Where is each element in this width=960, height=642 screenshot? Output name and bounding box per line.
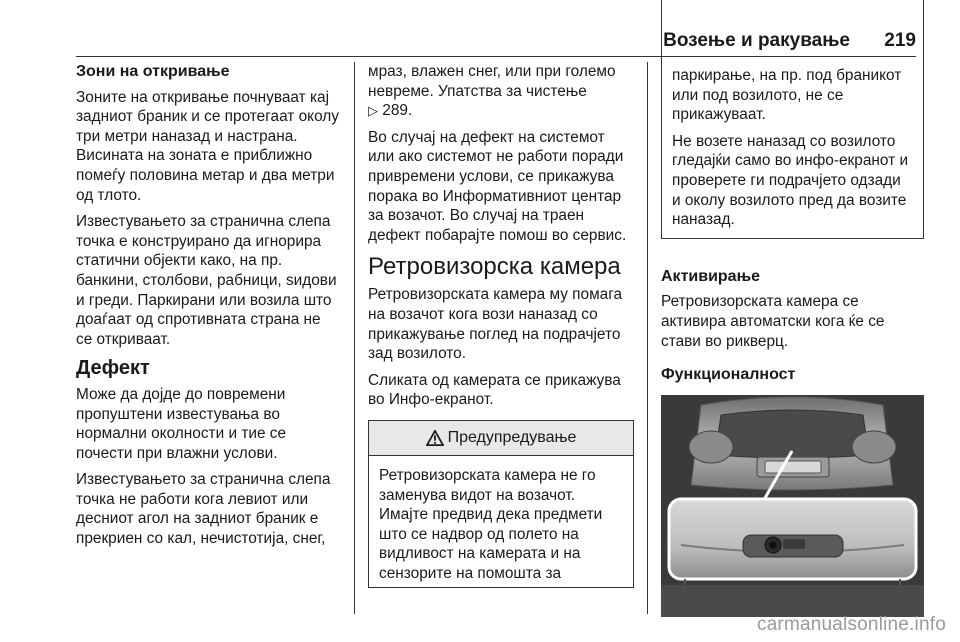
section-title: Возење и ракување <box>663 30 850 51</box>
warning-header <box>369 420 633 456</box>
column-divider-2 <box>647 62 648 614</box>
page-ref-arrow-icon: ▷ <box>368 103 378 119</box>
warning-text: Ретровизорската камера не го заменува видот на возачот. Имајте предвид дека предмети што се надвор од полето на видливост на камерата и на сензорите на помошта за <box>379 466 603 582</box>
column-divider-1 <box>354 62 355 614</box>
car-rear-illustration <box>661 395 924 617</box>
paragraph: Ретровизорската камера се активира автоматски кога ќе се стави во рикверц. <box>661 293 885 350</box>
page-ref[interactable]: 289. <box>382 102 413 120</box>
page-number: 219 <box>884 30 916 51</box>
paragraph: Ретровизорската камера му помага на возачот кога вози наназад со прикажување поглед на подрачјето зад возилото. <box>368 286 623 363</box>
heading-detection-zones: Зони на откривање <box>76 63 230 80</box>
heading-fault: Дефект <box>76 357 150 380</box>
watermark: carmanualsonline.info <box>756 614 946 635</box>
warning-box-continued <box>661 0 924 239</box>
paragraph-text: мраз, влажен снег, или при големо невреме. Упатства за чистење <box>368 63 616 100</box>
paragraph: Може да дојде до повремени пропуштени известувања во нормални околности и тие се почести при влажни услови. <box>76 385 287 462</box>
paragraph: Сликата од камерата се прикажува во Инфо-екранот. <box>368 371 621 409</box>
heading-function: Функционалност <box>661 366 796 384</box>
warning-title: Предупредување <box>447 429 577 447</box>
rear-camera-location-photo <box>661 395 924 617</box>
paragraph: паркирање, на пр. под браникот или под возилото, не се прикажуваат. <box>672 67 902 124</box>
column-3 <box>661 62 924 617</box>
warning-box <box>368 420 634 589</box>
paragraph: Во случај на дефект на системот или ако системот не работи поради привремени услови, се прикажува порака во Информативниот центар за возачот. Во случај на траен дефект побарајте помош во сервис. <box>368 128 627 244</box>
column-1 <box>76 62 340 556</box>
warning-triangle-icon <box>426 430 444 446</box>
paragraph: Известувањето за странична слепа точка е конструирано да игнорира статични објекти како, на пр. банкини, столбови, рабници, ѕидови и греди. Паркирани или возила што доаѓаат од спротивната страна не се откриваат. <box>76 213 337 348</box>
column-2 <box>368 62 634 588</box>
paragraph <box>368 62 634 121</box>
heading-rearview-camera: Ретровизорска камера <box>368 253 621 281</box>
heading-activation: Активирање <box>661 267 760 285</box>
paragraph: Не возете наназад со возилото гледајќи само во инфо-екранот и проверете ги подрачјето одзади и околу возилото пред да возите наназад. <box>672 132 909 229</box>
paragraph: Зоните на откривање почнуваат кај задниот браник и се протегаат околу три метри наназад и настрана. Висината на зоната е приближно помеѓу половина метар и два метри од тлото. <box>76 88 339 204</box>
paragraph: Известувањето за странична слепа точка не работи кога левиот или десниот агол на задниот браник е прекриен со кал, нечистотија, снег, <box>76 471 331 548</box>
